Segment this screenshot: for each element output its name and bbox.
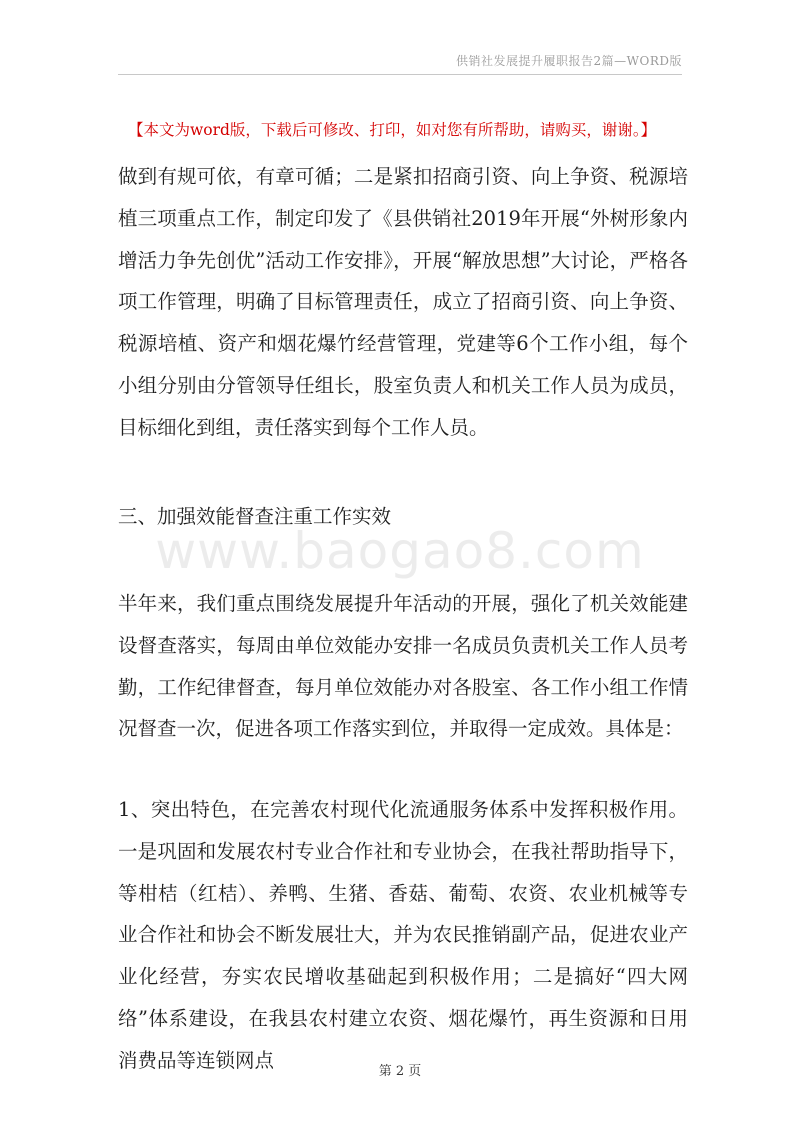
page-number: 第 2 页 — [378, 1064, 422, 1079]
body-paragraph-3: 1、突出特色，在完善农村现代化流通服务体系中发挥积极作用。一是巩固和发展农村专业合作社和专业协会，在我社帮助指导下，等柑桔（红桔）、养鸭、生猪、香菇、葡萄、农资、农业机械等专业合作社和协会不断发展壮大，并为农民推销副产品，促进农业产业化经营，夯实农民增收基础起到积极作用；二是搞好“四大网络”体系建设，在我县农村建立农资、烟花爆竹，再生资源和日用消费品等连锁网点 — [118, 798, 688, 1072]
section-heading: 三、加强效能督查注重工作实效 — [118, 505, 392, 528]
document-header-title: 供销社发展提升履职报告2篇—WORD版 — [456, 54, 682, 68]
download-notice: 【本文为word版，下载后可修改、打印，如对您有所帮助，请购买，谢谢。】 — [128, 121, 657, 139]
body-paragraph-1: 做到有规可依，有章可循；二是紧扣招商引资、向上争资、税源培植三项重点工作，制定印发了《县供销社2019年开展“外树形象内增活力争先创优”活动工作安排》，开展“解放思想”大讨论，严格各项工作管理，明确了目标管理责任，成立了招商引资、向上争资、税源培植、资产和烟花爆竹经营管理，党建等6个工作小组，每个小组分别由分管领导任组长，股室负责人和机关工作人员为成员，目标细化到组，责任落实到每个工作人员。 — [118, 165, 688, 439]
watermark: www.baogao8.com — [155, 522, 645, 580]
body-paragraph-2: 半年来，我们重点围绕发展提升年活动的开展，强化了机关效能建设督查落实，每周由单位效能办安排一名成员负责机关工作人员考勤，工作纪律督查，每月单位效能办对各股室、各工作小组工作情况督查一次，促进各项工作落实到位，并取得一定成效。具体是： — [118, 592, 688, 741]
header-divider — [118, 74, 682, 75]
